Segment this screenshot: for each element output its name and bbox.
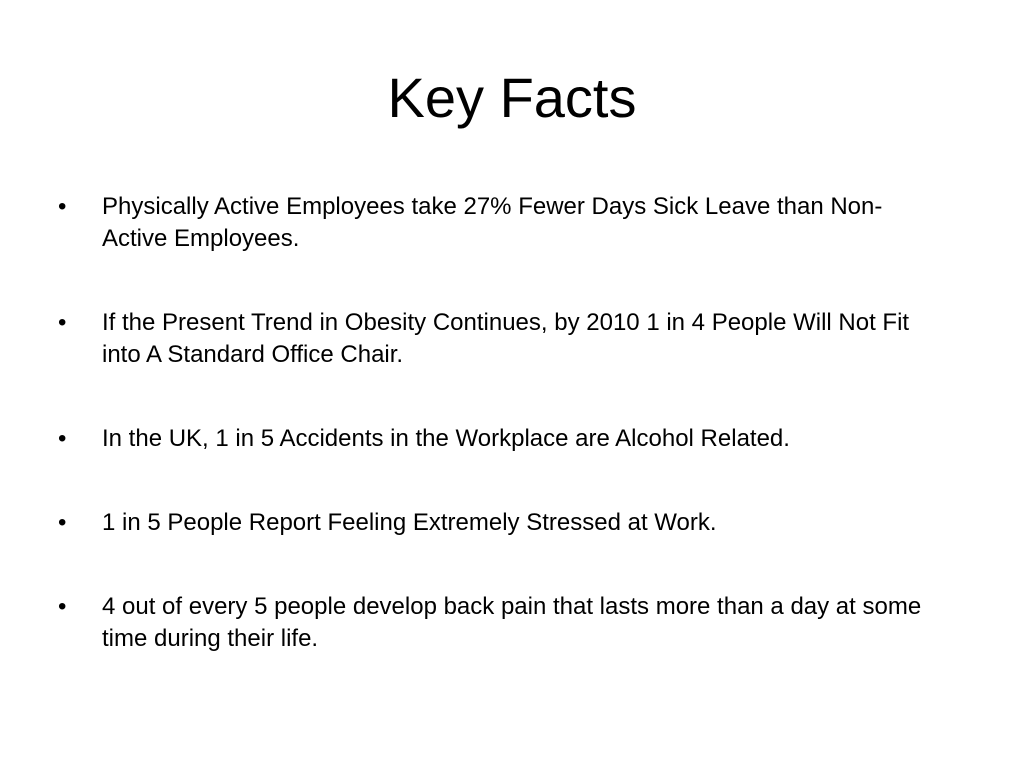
bullet-text: 1 in 5 People Report Feeling Extremely Stressed at Work. [102,509,717,536]
bullet-item [58,507,938,539]
bullet-icon: • [58,509,67,536]
bullet-text: If the Present Trend in Obesity Continues, by 2010 1 in 4 People Will Not Fit into A Standard Office Chair. [102,309,910,368]
bullet-item [58,423,938,455]
bullet-list [58,191,938,655]
bullet-item [58,307,938,371]
slide-title: Key Facts [387,66,637,129]
bullet-icon: • [58,593,67,620]
bullet-item [58,191,938,255]
bullet-icon: • [58,309,67,336]
bullet-text: In the UK, 1 in 5 Accidents in the Workplace are Alcohol Related. [102,425,790,452]
bullet-icon: • [58,193,67,220]
bullet-text: 4 out of every 5 people develop back pain that lasts more than a day at some time during their life. [102,593,922,652]
bullet-icon: • [58,425,67,452]
bullet-text: Physically Active Employees take 27% Fewer Days Sick Leave than Non-Active Employees. [102,193,883,252]
bullet-item [58,591,938,655]
